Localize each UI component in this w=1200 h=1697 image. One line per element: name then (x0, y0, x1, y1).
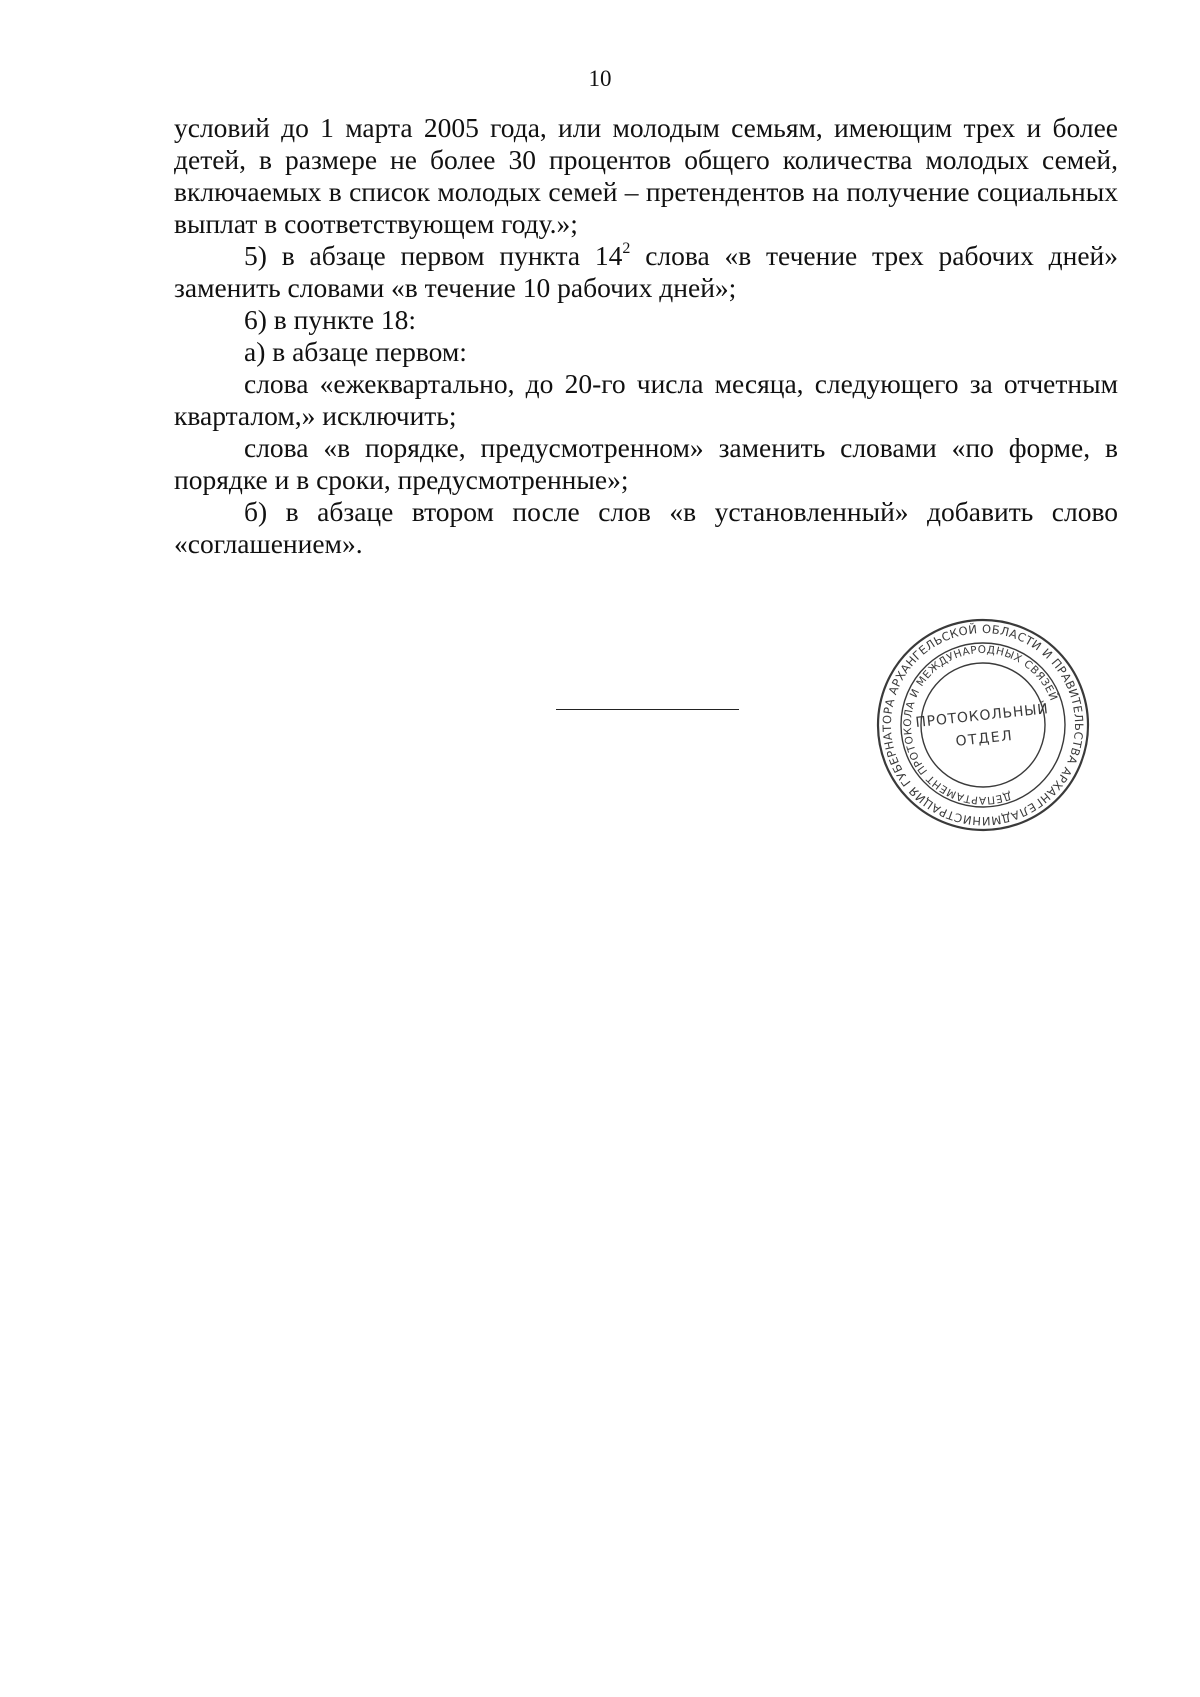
official-stamp (873, 615, 1093, 835)
stamp-ring-inner-text: ДЕПАРТАМЕНТ ПРОТОКОЛА И МЕЖДУНАРОДНЫХ СВЯЗЕЙ (901, 643, 1060, 807)
paragraph-2-start: 5) в абзаце первом пункта 14 (244, 240, 623, 271)
stamp-center-line-2: ОТДЕЛ (954, 727, 1015, 750)
paragraph-2-end: слова «в течение трех рабочих дней» заменить словами «в течение 10 рабочих дней»; (174, 240, 1118, 303)
paragraph-6: слова «в порядке, предусмотренном» заменить словами «по форме, в порядке и в сроки, предусмотренные»; (174, 432, 1118, 495)
stamp-center-line-1: ПРОТОКОЛЬНЫЙ (914, 701, 1050, 731)
separator-line (556, 709, 739, 710)
page-number: 10 (588, 66, 612, 91)
stamp-ring-outer-text: АДМИНИСТРАЦИЯ ГУБЕРНАТОРА АРХАНГЕЛЬСКОЙ ОБЛАСТИ И ПРАВИТЕЛЬСТВА АРХАНГЕЛЬСКОЙ (879, 621, 1087, 829)
paragraph-3: 6) в пункте 18: (244, 304, 417, 335)
paragraph-5: слова «ежеквартально, до 20-го числа месяца, следующего за отчетным кварталом,» исключить; (174, 368, 1118, 431)
document-body (174, 112, 1118, 560)
paragraph-7: б) в абзаце втором после слов «в установленный» добавить слово «соглашением». (174, 496, 1118, 559)
paragraph-4: а) в абзаце первом: (244, 336, 467, 367)
paragraph-2 (174, 240, 1118, 304)
paragraph-1: условий до 1 марта 2005 года, или молодым семьям, имеющим трех и более детей, в размере не более 30 процентов общего количества молодых семей, включаемых в список молодых семей – претендентов на получение социальных выплат в соответствующем году.»; (174, 112, 1118, 239)
superscript: 2 (622, 240, 631, 257)
